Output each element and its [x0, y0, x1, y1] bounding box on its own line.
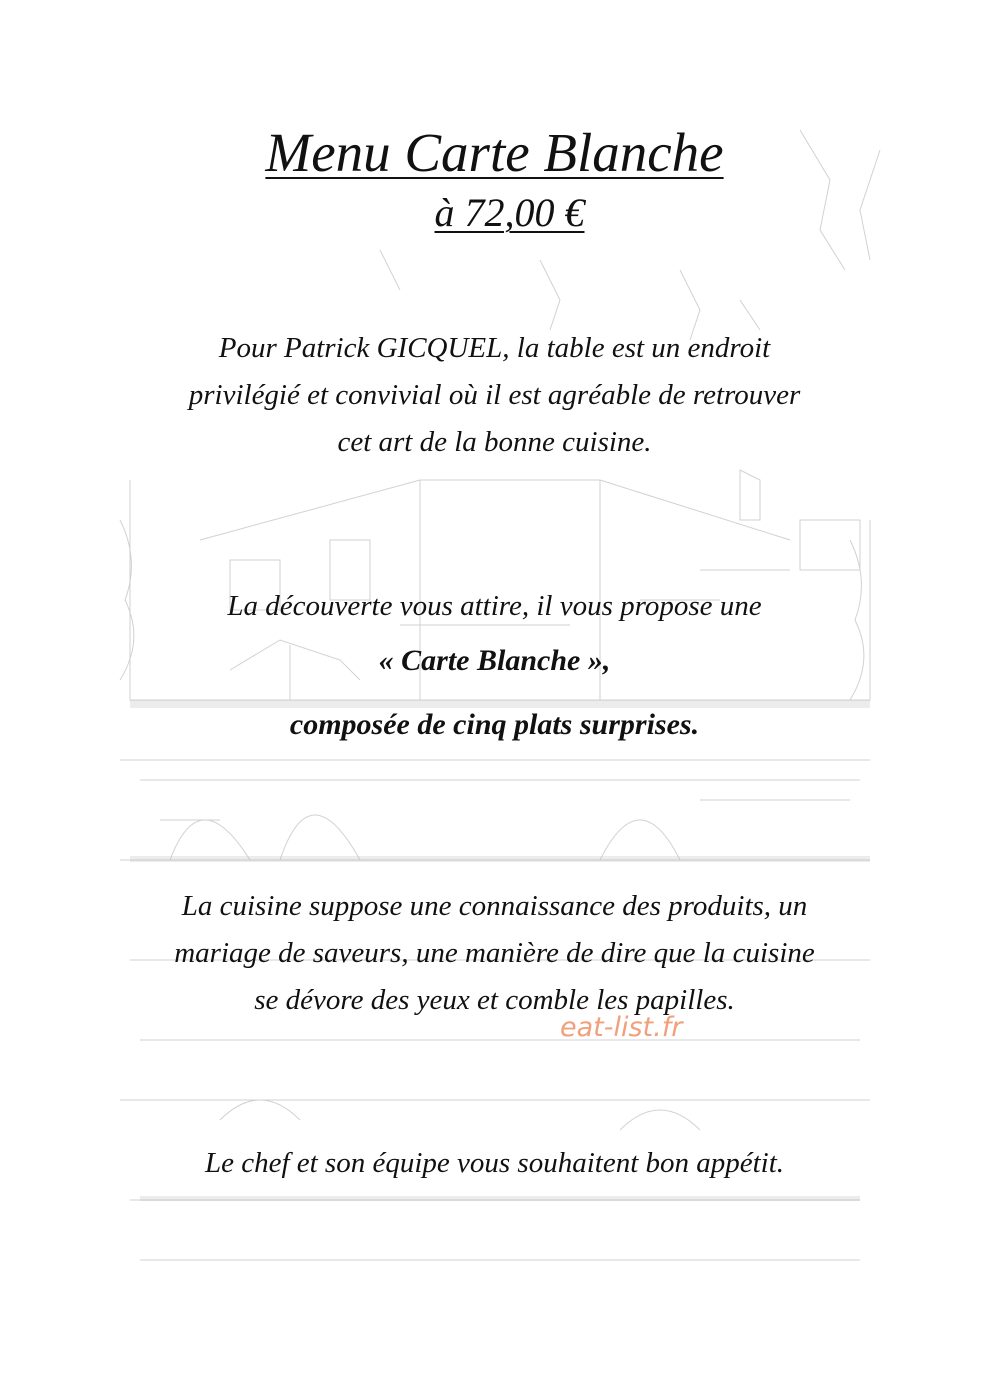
menu-price: à 72,00 € [434, 190, 585, 235]
five-dishes-label: composée de cinq plats surprises. [289, 708, 700, 741]
discovery-line: La découverte vous attire, il vous propose une [227, 590, 762, 622]
intro-paragraph [100, 325, 889, 466]
cuisine-line: se dévore des yeux et comble les papilles. [254, 984, 735, 1016]
menu-title: Menu Carte Blanche [265, 122, 724, 183]
intro-line: privilégié et convivial où il est agréable de retrouver [188, 379, 801, 411]
carte-blanche-label: « Carte Blanche », [378, 644, 611, 677]
closing-line: Le chef et son équipe vous souhaitent bon appétit. [204, 1147, 785, 1179]
cuisine-line: mariage de saveurs, une manière de dire que la cuisine [174, 937, 815, 969]
intro-line: cet art de la bonne cuisine. [337, 426, 652, 458]
cuisine-paragraph [100, 883, 889, 1024]
cuisine-line: La cuisine suppose une connaissance des produits, un [181, 890, 808, 922]
watermark-text: eat-list.fr [560, 1012, 683, 1043]
intro-line: Pour Patrick GICQUEL, la table est un endroit [218, 332, 771, 364]
